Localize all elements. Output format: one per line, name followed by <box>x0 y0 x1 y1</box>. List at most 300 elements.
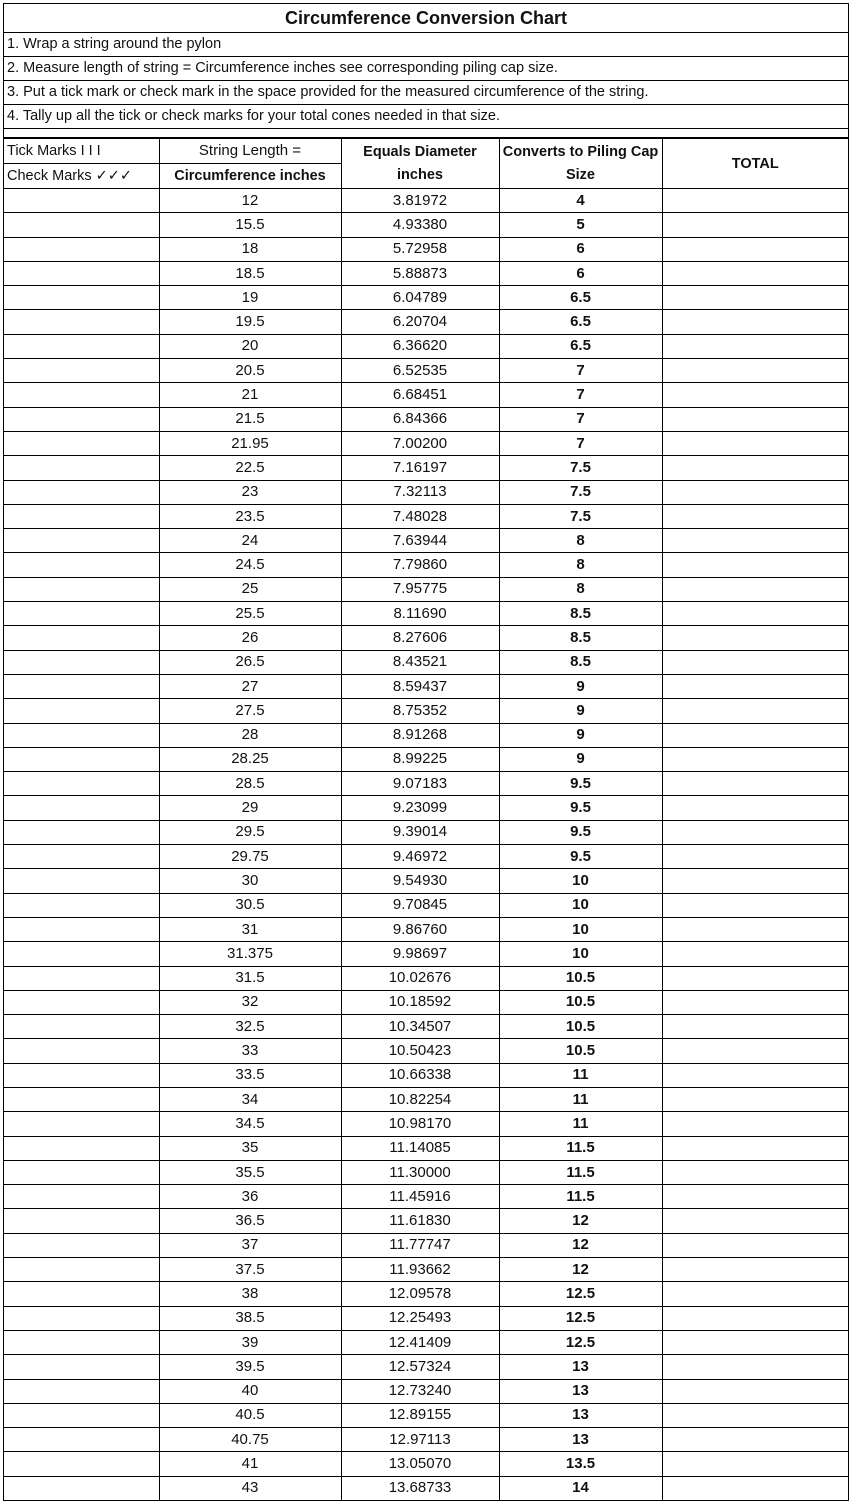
total-cell[interactable] <box>662 1330 848 1354</box>
tick-mark-cell[interactable] <box>4 602 159 626</box>
total-cell[interactable] <box>662 1476 848 1500</box>
cap-size-cell: 8 <box>499 553 662 577</box>
table-row <box>4 1403 848 1427</box>
table-row <box>4 1112 848 1136</box>
total-cell[interactable] <box>662 893 848 917</box>
tick-mark-cell[interactable] <box>4 1403 159 1427</box>
total-cell[interactable] <box>662 723 848 747</box>
tick-mark-cell[interactable] <box>4 189 159 213</box>
table-row <box>4 431 848 455</box>
cap-size-cell: 7.5 <box>499 456 662 480</box>
cap-size-cell: 7 <box>499 359 662 383</box>
circumference-cell: 18 <box>159 237 341 261</box>
total-cell[interactable] <box>662 674 848 698</box>
diameter-cell: 7.79860 <box>341 553 499 577</box>
total-cell[interactable] <box>662 1379 848 1403</box>
tick-mark-cell[interactable] <box>4 1136 159 1160</box>
cap-size-cell: 12.5 <box>499 1282 662 1306</box>
header-cap-size: Converts to Piling Cap Size <box>499 139 662 189</box>
total-cell[interactable] <box>662 431 848 455</box>
diameter-cell: 11.30000 <box>341 1160 499 1184</box>
cap-size-cell: 9 <box>499 699 662 723</box>
total-cell[interactable] <box>662 334 848 358</box>
table-row <box>4 1452 848 1476</box>
table-row <box>4 237 848 261</box>
total-cell[interactable] <box>662 1282 848 1306</box>
total-cell[interactable] <box>662 626 848 650</box>
cap-size-cell: 12.5 <box>499 1330 662 1354</box>
total-cell[interactable] <box>662 1112 848 1136</box>
tick-mark-cell[interactable] <box>4 674 159 698</box>
cap-size-cell: 7 <box>499 431 662 455</box>
table-row <box>4 1039 848 1063</box>
conversion-table <box>4 138 848 1500</box>
cap-size-cell: 9 <box>499 723 662 747</box>
cap-size-cell: 7.5 <box>499 504 662 528</box>
tick-mark-cell[interactable] <box>4 577 159 601</box>
circumference-cell: 40.5 <box>159 1403 341 1427</box>
total-cell[interactable] <box>662 1428 848 1452</box>
table-row <box>4 1063 848 1087</box>
total-cell[interactable] <box>662 1233 848 1257</box>
total-cell[interactable] <box>662 1452 848 1476</box>
diameter-cell: 6.84366 <box>341 407 499 431</box>
tick-mark-cell[interactable] <box>4 261 159 285</box>
diameter-cell: 11.14085 <box>341 1136 499 1160</box>
cap-size-cell: 13 <box>499 1355 662 1379</box>
table-row <box>4 845 848 869</box>
table-row <box>4 772 848 796</box>
diameter-cell: 7.00200 <box>341 431 499 455</box>
total-cell[interactable] <box>662 189 848 213</box>
tick-mark-cell[interactable] <box>4 772 159 796</box>
total-cell[interactable] <box>662 237 848 261</box>
total-cell[interactable] <box>662 1209 848 1233</box>
cap-size-cell: 11 <box>499 1112 662 1136</box>
cap-size-cell: 12.5 <box>499 1306 662 1330</box>
table-row <box>4 189 848 213</box>
table-row <box>4 1355 848 1379</box>
tick-mark-cell[interactable] <box>4 1233 159 1257</box>
total-cell[interactable] <box>662 1403 848 1427</box>
table-row <box>4 1209 848 1233</box>
circumference-cell: 40.75 <box>159 1428 341 1452</box>
diameter-cell: 5.88873 <box>341 261 499 285</box>
tick-mark-cell[interactable] <box>4 1355 159 1379</box>
tick-mark-cell[interactable] <box>4 529 159 553</box>
table-row <box>4 359 848 383</box>
diameter-cell: 6.20704 <box>341 310 499 334</box>
diameter-cell: 7.48028 <box>341 504 499 528</box>
cap-size-cell: 8 <box>499 577 662 601</box>
table-row <box>4 723 848 747</box>
table-row <box>4 529 848 553</box>
cap-size-cell: 9.5 <box>499 796 662 820</box>
total-cell[interactable] <box>662 869 848 893</box>
cap-size-cell: 13 <box>499 1379 662 1403</box>
table-row <box>4 1330 848 1354</box>
total-cell[interactable] <box>662 772 848 796</box>
tick-mark-cell[interactable] <box>4 237 159 261</box>
tick-mark-cell[interactable] <box>4 796 159 820</box>
total-cell[interactable] <box>662 1063 848 1087</box>
diameter-cell: 3.81972 <box>341 189 499 213</box>
table-row <box>4 626 848 650</box>
tick-mark-cell[interactable] <box>4 990 159 1014</box>
cap-size-cell: 6.5 <box>499 310 662 334</box>
diameter-cell: 13.68733 <box>341 1476 499 1500</box>
diameter-cell: 13.05070 <box>341 1452 499 1476</box>
cap-size-cell: 9 <box>499 747 662 771</box>
tick-mark-cell[interactable] <box>4 845 159 869</box>
circumference-cell: 15.5 <box>159 213 341 237</box>
total-cell[interactable] <box>662 796 848 820</box>
tick-mark-cell[interactable] <box>4 1306 159 1330</box>
tick-mark-cell[interactable] <box>4 1209 159 1233</box>
table-row <box>4 1476 848 1500</box>
cap-size-cell: 12 <box>499 1233 662 1257</box>
table-row <box>4 1136 848 1160</box>
diameter-cell: 12.89155 <box>341 1403 499 1427</box>
circumference-cell: 33.5 <box>159 1063 341 1087</box>
diameter-cell: 10.02676 <box>341 966 499 990</box>
total-cell[interactable] <box>662 747 848 771</box>
cap-size-cell: 10.5 <box>499 990 662 1014</box>
diameter-cell: 10.50423 <box>341 1039 499 1063</box>
tick-mark-cell[interactable] <box>4 1015 159 1039</box>
tick-mark-cell[interactable] <box>4 626 159 650</box>
diameter-cell: 12.09578 <box>341 1282 499 1306</box>
header-diameter: Equals Diameter inches <box>341 139 499 189</box>
total-cell[interactable] <box>662 650 848 674</box>
total-cell[interactable] <box>662 602 848 626</box>
total-cell[interactable] <box>662 456 848 480</box>
diameter-cell: 12.41409 <box>341 1330 499 1354</box>
diameter-cell: 12.57324 <box>341 1355 499 1379</box>
tick-mark-cell[interactable] <box>4 723 159 747</box>
diameter-cell: 12.73240 <box>341 1379 499 1403</box>
cap-size-cell: 8.5 <box>499 650 662 674</box>
circumference-cell: 28.25 <box>159 747 341 771</box>
circumference-cell: 20.5 <box>159 359 341 383</box>
circumference-cell: 38.5 <box>159 1306 341 1330</box>
cap-size-cell: 6 <box>499 237 662 261</box>
circumference-cell: 28.5 <box>159 772 341 796</box>
cap-size-cell: 12 <box>499 1209 662 1233</box>
total-cell[interactable] <box>662 1015 848 1039</box>
tick-mark-cell[interactable] <box>4 334 159 358</box>
tick-mark-cell[interactable] <box>4 1039 159 1063</box>
circumference-cell: 34.5 <box>159 1112 341 1136</box>
table-row <box>4 869 848 893</box>
diameter-cell: 12.97113 <box>341 1428 499 1452</box>
circumference-cell: 23.5 <box>159 504 341 528</box>
circumference-cell: 35 <box>159 1136 341 1160</box>
tick-mark-cell[interactable] <box>4 699 159 723</box>
cap-size-cell: 10 <box>499 917 662 941</box>
diameter-cell: 12.25493 <box>341 1306 499 1330</box>
table-row <box>4 334 848 358</box>
tick-mark-cell[interactable] <box>4 1476 159 1500</box>
cap-size-cell: 7.5 <box>499 480 662 504</box>
circumference-cell: 33 <box>159 1039 341 1063</box>
circumference-cell: 34 <box>159 1087 341 1111</box>
diameter-cell: 9.46972 <box>341 845 499 869</box>
total-cell[interactable] <box>662 359 848 383</box>
diameter-cell: 6.04789 <box>341 286 499 310</box>
tick-mark-cell[interactable] <box>4 1379 159 1403</box>
circumference-cell: 26 <box>159 626 341 650</box>
total-cell[interactable] <box>662 699 848 723</box>
total-cell[interactable] <box>662 1258 848 1282</box>
diameter-cell: 4.93380 <box>341 213 499 237</box>
circumference-cell: 36.5 <box>159 1209 341 1233</box>
tick-mark-cell[interactable] <box>4 820 159 844</box>
cap-size-cell: 10.5 <box>499 966 662 990</box>
cap-size-cell: 11.5 <box>499 1136 662 1160</box>
diameter-cell: 9.70845 <box>341 893 499 917</box>
circumference-cell: 22.5 <box>159 456 341 480</box>
table-row <box>4 796 848 820</box>
cap-size-cell: 7 <box>499 383 662 407</box>
cap-size-cell: 13.5 <box>499 1452 662 1476</box>
tick-mark-cell[interactable] <box>4 553 159 577</box>
table-row <box>4 553 848 577</box>
diameter-cell: 7.16197 <box>341 456 499 480</box>
cap-size-cell: 6.5 <box>499 286 662 310</box>
table-row <box>4 820 848 844</box>
diameter-cell: 10.66338 <box>341 1063 499 1087</box>
total-cell[interactable] <box>662 820 848 844</box>
table-row <box>4 966 848 990</box>
circumference-cell: 26.5 <box>159 650 341 674</box>
total-cell[interactable] <box>662 845 848 869</box>
instruction-3: 3. Put a tick mark or check mark in the space provided for the measured circumference of the string. <box>4 81 848 105</box>
circumference-cell: 24.5 <box>159 553 341 577</box>
circumference-cell: 37.5 <box>159 1258 341 1282</box>
circumference-cell: 28 <box>159 723 341 747</box>
circumference-cell: 23 <box>159 480 341 504</box>
diameter-cell: 10.18592 <box>341 990 499 1014</box>
cap-size-cell: 11.5 <box>499 1160 662 1184</box>
total-cell[interactable] <box>662 310 848 334</box>
total-cell[interactable] <box>662 504 848 528</box>
total-cell[interactable] <box>662 383 848 407</box>
cap-size-cell: 5 <box>499 213 662 237</box>
diameter-cell: 8.99225 <box>341 747 499 771</box>
tick-mark-cell[interactable] <box>4 1452 159 1476</box>
tick-mark-cell[interactable] <box>4 504 159 528</box>
table-row <box>4 674 848 698</box>
table-row <box>4 456 848 480</box>
tick-mark-cell[interactable] <box>4 1330 159 1354</box>
circumference-cell: 37 <box>159 1233 341 1257</box>
diameter-cell: 8.59437 <box>341 674 499 698</box>
cap-size-cell: 9.5 <box>499 772 662 796</box>
diameter-cell: 8.11690 <box>341 602 499 626</box>
tick-mark-cell[interactable] <box>4 359 159 383</box>
tick-mark-cell[interactable] <box>4 310 159 334</box>
total-cell[interactable] <box>662 261 848 285</box>
diameter-cell: 8.91268 <box>341 723 499 747</box>
cap-size-cell: 8.5 <box>499 602 662 626</box>
diameter-cell: 9.39014 <box>341 820 499 844</box>
table-row <box>4 1233 848 1257</box>
total-cell[interactable] <box>662 529 848 553</box>
tick-mark-cell[interactable] <box>4 383 159 407</box>
table-row <box>4 577 848 601</box>
instruction-1: 1. Wrap a string around the pylon <box>4 33 848 57</box>
header-circumference: Circumference inches <box>159 164 341 189</box>
tick-mark-cell[interactable] <box>4 650 159 674</box>
table-row <box>4 1258 848 1282</box>
circumference-cell: 25 <box>159 577 341 601</box>
cap-size-cell: 9 <box>499 674 662 698</box>
table-row <box>4 893 848 917</box>
total-cell[interactable] <box>662 1306 848 1330</box>
total-cell[interactable] <box>662 990 848 1014</box>
circumference-cell: 12 <box>159 189 341 213</box>
table-row <box>4 1428 848 1452</box>
circumference-cell: 30 <box>159 869 341 893</box>
circumference-cell: 19 <box>159 286 341 310</box>
total-cell[interactable] <box>662 286 848 310</box>
table-row <box>4 1015 848 1039</box>
diameter-cell: 8.43521 <box>341 650 499 674</box>
table-row <box>4 407 848 431</box>
tick-mark-cell[interactable] <box>4 1160 159 1184</box>
cap-size-cell: 14 <box>499 1476 662 1500</box>
diameter-cell: 11.93662 <box>341 1258 499 1282</box>
tick-mark-cell[interactable] <box>4 1063 159 1087</box>
total-cell[interactable] <box>662 480 848 504</box>
circumference-cell: 21.5 <box>159 407 341 431</box>
total-cell[interactable] <box>662 966 848 990</box>
diameter-cell: 6.52535 <box>341 359 499 383</box>
tick-mark-cell[interactable] <box>4 431 159 455</box>
circumference-cell: 29.5 <box>159 820 341 844</box>
diameter-cell: 10.82254 <box>341 1087 499 1111</box>
table-row <box>4 699 848 723</box>
cap-size-cell: 10 <box>499 869 662 893</box>
total-cell[interactable] <box>662 1136 848 1160</box>
circumference-cell: 21.95 <box>159 431 341 455</box>
circumference-cell: 27.5 <box>159 699 341 723</box>
cap-size-cell: 10 <box>499 893 662 917</box>
diameter-cell: 6.68451 <box>341 383 499 407</box>
tick-mark-cell[interactable] <box>4 1112 159 1136</box>
tick-mark-cell[interactable] <box>4 480 159 504</box>
table-row <box>4 942 848 966</box>
header-total: TOTAL <box>662 139 848 189</box>
spacer-row <box>4 129 848 138</box>
tick-mark-cell[interactable] <box>4 456 159 480</box>
circumference-cell: 29.75 <box>159 845 341 869</box>
circumference-cell: 19.5 <box>159 310 341 334</box>
tick-mark-cell[interactable] <box>4 1087 159 1111</box>
cap-size-cell: 10.5 <box>499 1039 662 1063</box>
tick-mark-cell[interactable] <box>4 1282 159 1306</box>
table-row <box>4 650 848 674</box>
tick-mark-cell[interactable] <box>4 213 159 237</box>
cap-size-cell: 12 <box>499 1258 662 1282</box>
table-row <box>4 1160 848 1184</box>
table-row <box>4 990 848 1014</box>
table-row <box>4 1185 848 1209</box>
circumference-cell: 40 <box>159 1379 341 1403</box>
tick-mark-cell[interactable] <box>4 966 159 990</box>
total-cell[interactable] <box>662 1039 848 1063</box>
table-row <box>4 747 848 771</box>
circumference-cell: 31 <box>159 917 341 941</box>
total-cell[interactable] <box>662 407 848 431</box>
cap-size-cell: 7 <box>499 407 662 431</box>
table-row <box>4 917 848 941</box>
cap-size-cell: 4 <box>499 189 662 213</box>
cap-size-cell: 8.5 <box>499 626 662 650</box>
total-cell[interactable] <box>662 213 848 237</box>
total-cell[interactable] <box>662 1160 848 1184</box>
table-row <box>4 383 848 407</box>
tick-mark-cell[interactable] <box>4 1185 159 1209</box>
header-tick-marks: Tick Marks I I I <box>4 139 159 164</box>
total-cell[interactable] <box>662 553 848 577</box>
total-cell[interactable] <box>662 1087 848 1111</box>
table-row <box>4 261 848 285</box>
cap-size-cell: 11.5 <box>499 1185 662 1209</box>
header-check-marks: Check Marks ✓✓✓ <box>4 164 159 189</box>
circumference-cell: 31.5 <box>159 966 341 990</box>
table-row <box>4 1379 848 1403</box>
cap-size-cell: 6 <box>499 261 662 285</box>
tick-mark-cell[interactable] <box>4 407 159 431</box>
tick-mark-cell[interactable] <box>4 942 159 966</box>
cap-size-cell: 8 <box>499 529 662 553</box>
circumference-cell: 43 <box>159 1476 341 1500</box>
tick-mark-cell[interactable] <box>4 869 159 893</box>
circumference-cell: 27 <box>159 674 341 698</box>
circumference-cell: 29 <box>159 796 341 820</box>
circumference-cell: 21 <box>159 383 341 407</box>
conversion-sheet <box>3 3 849 1501</box>
diameter-cell: 11.77747 <box>341 1233 499 1257</box>
diameter-cell: 11.61830 <box>341 1209 499 1233</box>
diameter-cell: 10.34507 <box>341 1015 499 1039</box>
tick-mark-cell[interactable] <box>4 286 159 310</box>
total-cell[interactable] <box>662 1355 848 1379</box>
circumference-cell: 25.5 <box>159 602 341 626</box>
table-row <box>4 504 848 528</box>
tick-mark-cell[interactable] <box>4 893 159 917</box>
header-string-length: String Length = <box>159 139 341 164</box>
circumference-cell: 35.5 <box>159 1160 341 1184</box>
table-row <box>4 310 848 334</box>
total-cell[interactable] <box>662 942 848 966</box>
cap-size-cell: 11 <box>499 1063 662 1087</box>
tick-mark-cell[interactable] <box>4 1428 159 1452</box>
tick-mark-cell[interactable] <box>4 747 159 771</box>
table-row <box>4 286 848 310</box>
tick-mark-cell[interactable] <box>4 917 159 941</box>
tick-mark-cell[interactable] <box>4 1258 159 1282</box>
table-body <box>4 189 848 1501</box>
diameter-cell: 9.86760 <box>341 917 499 941</box>
diameter-cell: 5.72958 <box>341 237 499 261</box>
total-cell[interactable] <box>662 917 848 941</box>
total-cell[interactable] <box>662 1185 848 1209</box>
cap-size-cell: 11 <box>499 1087 662 1111</box>
total-cell[interactable] <box>662 577 848 601</box>
